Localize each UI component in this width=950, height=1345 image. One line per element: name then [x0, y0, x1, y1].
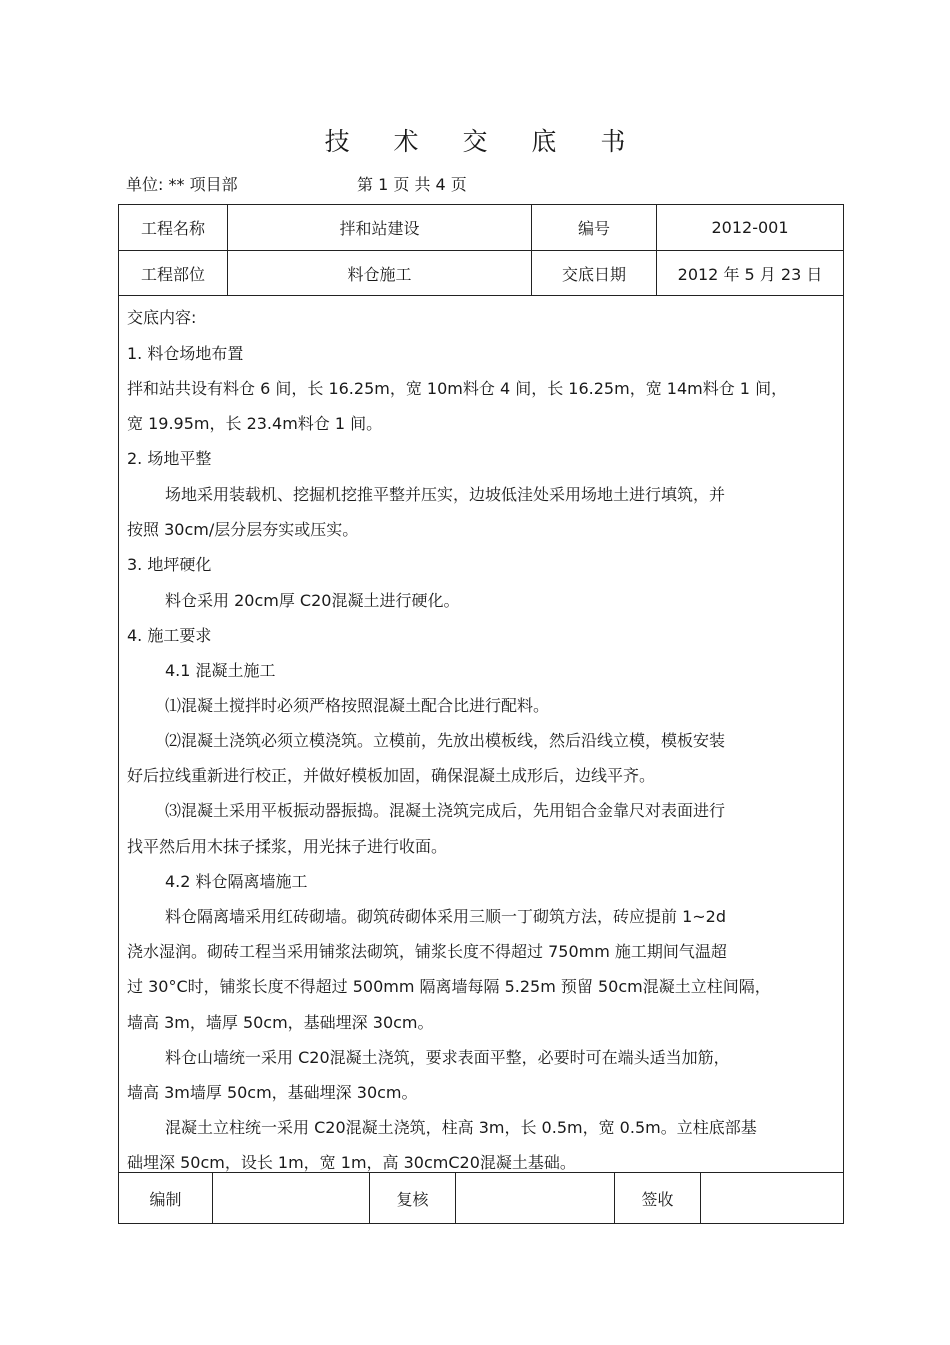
- content-line: 2. 场地平整: [127, 449, 212, 468]
- content-line: 按照 30cm/层分层夯实或压实。: [127, 520, 359, 539]
- compiled-by-field[interactable]: [213, 1173, 370, 1223]
- content-line: 4. 施工要求: [127, 626, 212, 645]
- content-line: 础埋深 50cm，设长 1m，宽 1m，高 30cmC20混凝土基础。: [127, 1153, 576, 1172]
- reviewed-by-field[interactable]: [456, 1173, 615, 1223]
- received-by-field[interactable]: [701, 1173, 843, 1223]
- content-label: 交底内容:: [127, 308, 197, 327]
- number-value: 2012-001: [711, 218, 789, 237]
- content-line: 找平然后用木抹子揉浆，用光抹子进行收面。: [127, 837, 448, 856]
- document-title: 技 术 交 底 书: [324, 127, 644, 156]
- project-name-value: 拌和站建设: [228, 205, 532, 250]
- content-line: 浇水湿润。砌砖工程当采用铺浆法砌筑，铺浆长度不得超过 750mm 施工期间气温超: [127, 942, 727, 961]
- content-line: 拌和站共设有料仓 6 间，长 16.25m，宽 10m料仓 4 间，长 16.25m，宽 14m料仓 1 间，: [127, 379, 788, 398]
- project-part-value: 料仓施工: [228, 251, 532, 295]
- disclosure-date-label: 交底日期: [532, 251, 657, 295]
- disclosure-date-value: 2012 年 5 月 23 日: [677, 264, 823, 284]
- content-line: 料仓采用 20cm厚 C20混凝土进行硬化。: [165, 591, 460, 610]
- reviewed-by-label: 复核: [370, 1173, 456, 1223]
- content-line: 宽 19.95m，长 23.4m料仓 1 间。: [127, 414, 383, 433]
- project-name-label: 工程名称: [119, 205, 228, 250]
- number-label: 编号: [532, 205, 657, 250]
- content-line: 过 30°C时，铺浆长度不得超过 500mm 隔离墙每隔 5.25m 预留 50cm混凝土立柱间隔，: [127, 977, 771, 996]
- content-line: ⑴混凝土搅拌时必须严格按照混凝土配合比进行配料。: [165, 696, 550, 715]
- content-line: 料仓山墙统一采用 C20混凝土浇筑，要求表面平整，必要时可在端头适当加筋，: [165, 1048, 730, 1067]
- project-part-label: 工程部位: [119, 251, 228, 295]
- content-line: 4.1 混凝土施工: [165, 661, 276, 680]
- disclosure-form: [118, 204, 844, 1224]
- signature-row: [119, 1173, 843, 1223]
- content-line: 场地采用装载机、挖掘机挖推平整并压实，边坡低洼处采用场地土进行填筑，并: [165, 485, 726, 504]
- compiled-by-label: 编制: [119, 1173, 213, 1223]
- content-line: 料仓隔离墙采用红砖砌墙。砌筑砖砌体采用三顺一丁砌筑方法，砖应提前 1~2d: [165, 907, 727, 926]
- content-line: 4.2 料仓隔离墙施工: [165, 872, 308, 891]
- header-row-1: [119, 205, 843, 251]
- unit-label: 单位: ** 项目部: [126, 175, 238, 194]
- page-indicator: 第 1 页 共 4 页: [357, 175, 467, 194]
- header-row-2: [119, 251, 843, 296]
- content-line: 好后拉线重新进行校正，并做好模板加固，确保混凝土成形后，边线平齐。: [127, 766, 656, 785]
- content-line: 墙高 3m墙厚 50cm，基础埋深 30cm。: [127, 1083, 418, 1102]
- content-line: 混凝土立柱统一采用 C20混凝土浇筑，柱高 3m，长 0.5m，宽 0.5m。立柱底部基: [165, 1118, 757, 1137]
- content-line: 1. 料仓场地布置: [127, 344, 244, 363]
- content-line: ⑶混凝土采用平板振动器振捣。混凝土浇筑完成后，先用铝合金靠尺对表面进行: [165, 801, 726, 820]
- content-line: ⑵混凝土浇筑必须立模浇筑。立模前，先放出模板线，然后沿线立模，模板安装: [165, 731, 726, 750]
- content-area: [119, 296, 843, 1173]
- received-by-label: 签收: [615, 1173, 701, 1223]
- content-line: 墙高 3m，墙厚 50cm，基础埋深 30cm。: [127, 1013, 434, 1032]
- content-line: 3. 地坪硬化: [127, 555, 212, 574]
